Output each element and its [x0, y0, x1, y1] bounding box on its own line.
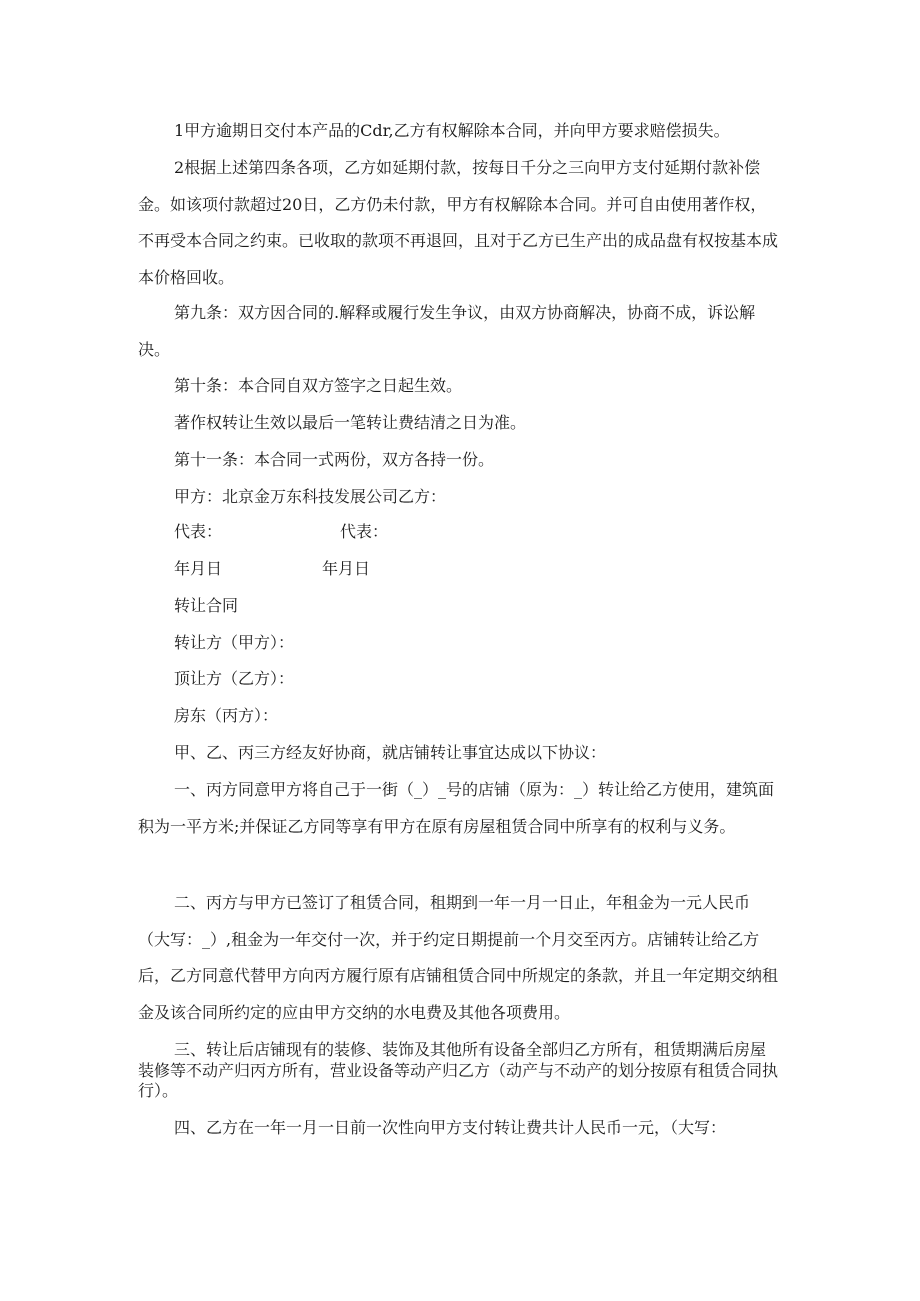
- representative-left: 代表：: [174, 522, 223, 541]
- landlord-line: 房东（丙方）：: [174, 706, 279, 725]
- article-11: 第十一条：本合同一式两份，双方各持一份。: [174, 450, 495, 469]
- clause-2: 二、丙方与甲方已签订了租赁合同，租期到一年一月一日止，年租金为一元人民币（大写：_）,租金为一年交付一次，并于约定日期提前一个月交至丙方。店铺转让给乙方后，乙方同意代替甲方向丙方履行原有店铺租赁合同中所规定的条款，并且一年定期交纳租金及该合同所约定的应由甲方交纳的水电费及其他各项费用。: [138, 893, 779, 1022]
- clause-late-payment: 2根据上述第四条各项，乙方如延期付款，按每日千分之三向甲方支付延期付款补偿金。如该项付款超过20日，乙方仍未付款，甲方有权解除本合同。并可自由使用著作权，不再受本合同之约束。已收取的款项不再退回，且对于乙方已生产出的成品盘有权按基本成本价格回收。: [138, 158, 779, 287]
- date-left: 年月日: [174, 559, 223, 578]
- clause-overdue-delivery: 1甲方逾期日交付本产品的Cdr,乙方有权解除本合同，并向甲方要求赔偿损失。: [174, 121, 730, 140]
- copyright-effective-note: 著作权转让生效以最后一笔转让费结清之日为准。: [174, 413, 527, 432]
- contract-title: 转让合同: [174, 596, 239, 615]
- transferor-line: 转让方（甲方）：: [174, 633, 295, 652]
- clause-4: 四、乙方在一年一月一日前一次性向甲方支付转让费共计人民币一元，（大写：: [174, 1118, 727, 1137]
- clause-1: 一、丙方同意甲方将自己于一街（_）_号的店铺（原为：_）转让给乙方使用，建筑面积为一平方米;并保证乙方同等享有甲方在原有房屋租赁合同中所享有的权利与义务。: [138, 780, 775, 836]
- agreement-intro: 甲、乙、丙三方经友好协商，就店铺转让事宜达成以下协议：: [174, 743, 607, 762]
- clause-3: 三、转让后店铺现有的装修、装饰及其他所有设备全部归乙方所有，租赁期满后房屋装修等不动产归丙方所有，营业设备等动产归乙方（动产与不动产的划分按原有租赁合同执行）。: [138, 1040, 779, 1100]
- representative-right: 代表：: [340, 522, 389, 541]
- article-10: 第十条：本合同自双方签字之日起生效。: [174, 376, 463, 395]
- article-9: 第九条：双方因合同的.解释或履行发生争议，由双方协商解决，协商不成，诉讼解决。: [138, 303, 756, 359]
- transferee-line: 顶让方（乙方）：: [174, 669, 295, 688]
- party-names-line: 甲方：北京金万东科技发展公司乙方：: [174, 487, 447, 506]
- date-right: 年月日: [322, 559, 371, 578]
